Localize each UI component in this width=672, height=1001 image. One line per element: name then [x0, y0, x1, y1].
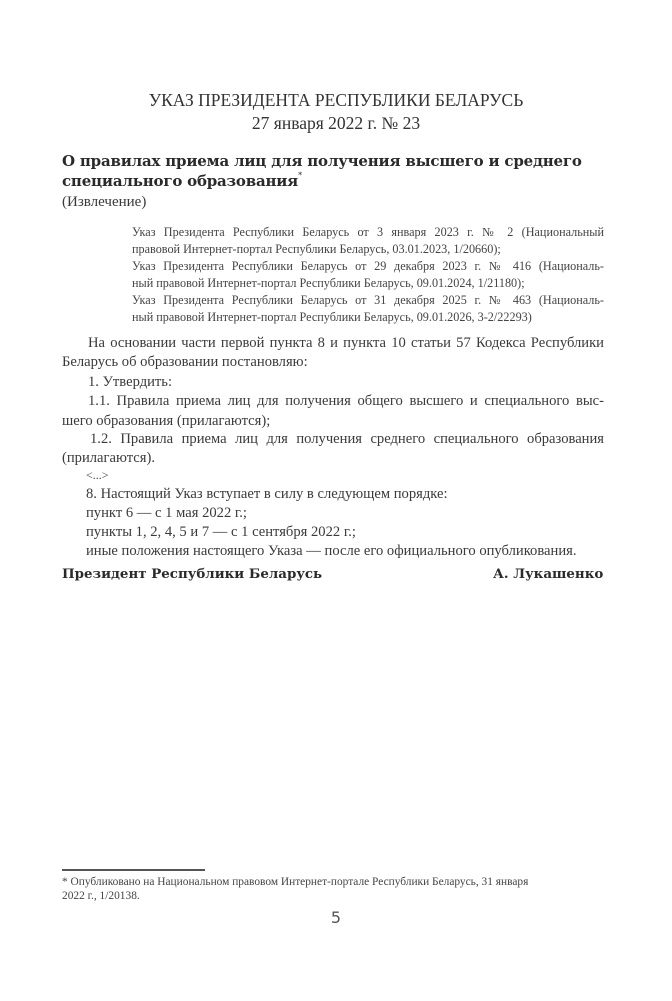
body-line: Беларусь об образовании постановляю: — [62, 354, 308, 370]
amendment-line: правовой Интернет-портал Республики Беларусь, 03.01.2023, 1/20660); — [132, 242, 501, 256]
signature-name: А. Лукашенко — [493, 566, 604, 582]
body-line: На основании части первой пункта 8 и пункта 10 статьи 57 Кодекса Республики — [88, 335, 604, 351]
body-line: 8. Настоящий Указ вступает в силу в следующем порядке: — [86, 486, 448, 502]
amendment-line: Указ Президента Республики Беларусь от 29 декабря 2023 г. № 416 (Националь- — [132, 259, 604, 273]
decree-title: УКАЗ ПРЕЗИДЕНТА РЕСПУБЛИКИ БЕЛАРУСЬ — [148, 90, 524, 110]
document-subtitle: (Извлечение) — [62, 194, 147, 210]
amendment-line: ный правовой Интернет-портал Республики Беларусь, 09.01.2024, 1/21180); — [132, 276, 525, 290]
body-line: пункты 1, 2, 4, 5 и 7 — с 1 сентября 2022 г.; — [86, 524, 356, 540]
footnote-line: * Опубликовано на Национальном правовом Интернет-портале Республики Беларусь, 31 января — [62, 876, 529, 888]
document-heading-line-2 — [62, 171, 302, 190]
body-line: 1.1. Правила приема лиц для получения общего высшего и специального выс- — [88, 393, 604, 409]
body-line: пункт 6 — с 1 мая 2022 г.; — [86, 505, 247, 521]
body-line: иные положения настоящего Указа — после его официального опубликования. — [86, 543, 577, 559]
decree-date-number: 27 января 2022 г. № 23 — [251, 113, 421, 133]
body-line: 1. Утвердить: — [88, 374, 173, 390]
body-line: 1.2. Правила приема лиц для получения среднего специального образования — [90, 431, 604, 447]
heading-text: специального образования — [62, 172, 299, 190]
body-line: шего образования (прилагаются); — [62, 413, 271, 429]
omission-mark: <...> — [86, 468, 109, 482]
amendment-line: ный правовой Интернет-портал Республики Беларусь, 09.01.2026, 3-2/22293) — [132, 310, 532, 324]
footnote-mark: * — [298, 171, 302, 180]
amendment-line: Указ Президента Республики Беларусь от 31 декабря 2025 г. № 463 (Националь- — [132, 293, 604, 307]
body-line: (прилагаются). — [62, 450, 155, 466]
signature-position: Президент Республики Беларусь — [62, 566, 323, 582]
footnote-line: 2022 г., 1/20138. — [62, 890, 140, 902]
footnote-divider — [62, 869, 205, 871]
document-heading-line-1: О правилах приема лиц для получения высшего и среднего — [62, 152, 582, 170]
amendment-line: Указ Президента Республики Беларусь от 3 января 2023 г. № 2 (Национальный — [132, 225, 604, 239]
page-number: 5 — [330, 908, 342, 927]
